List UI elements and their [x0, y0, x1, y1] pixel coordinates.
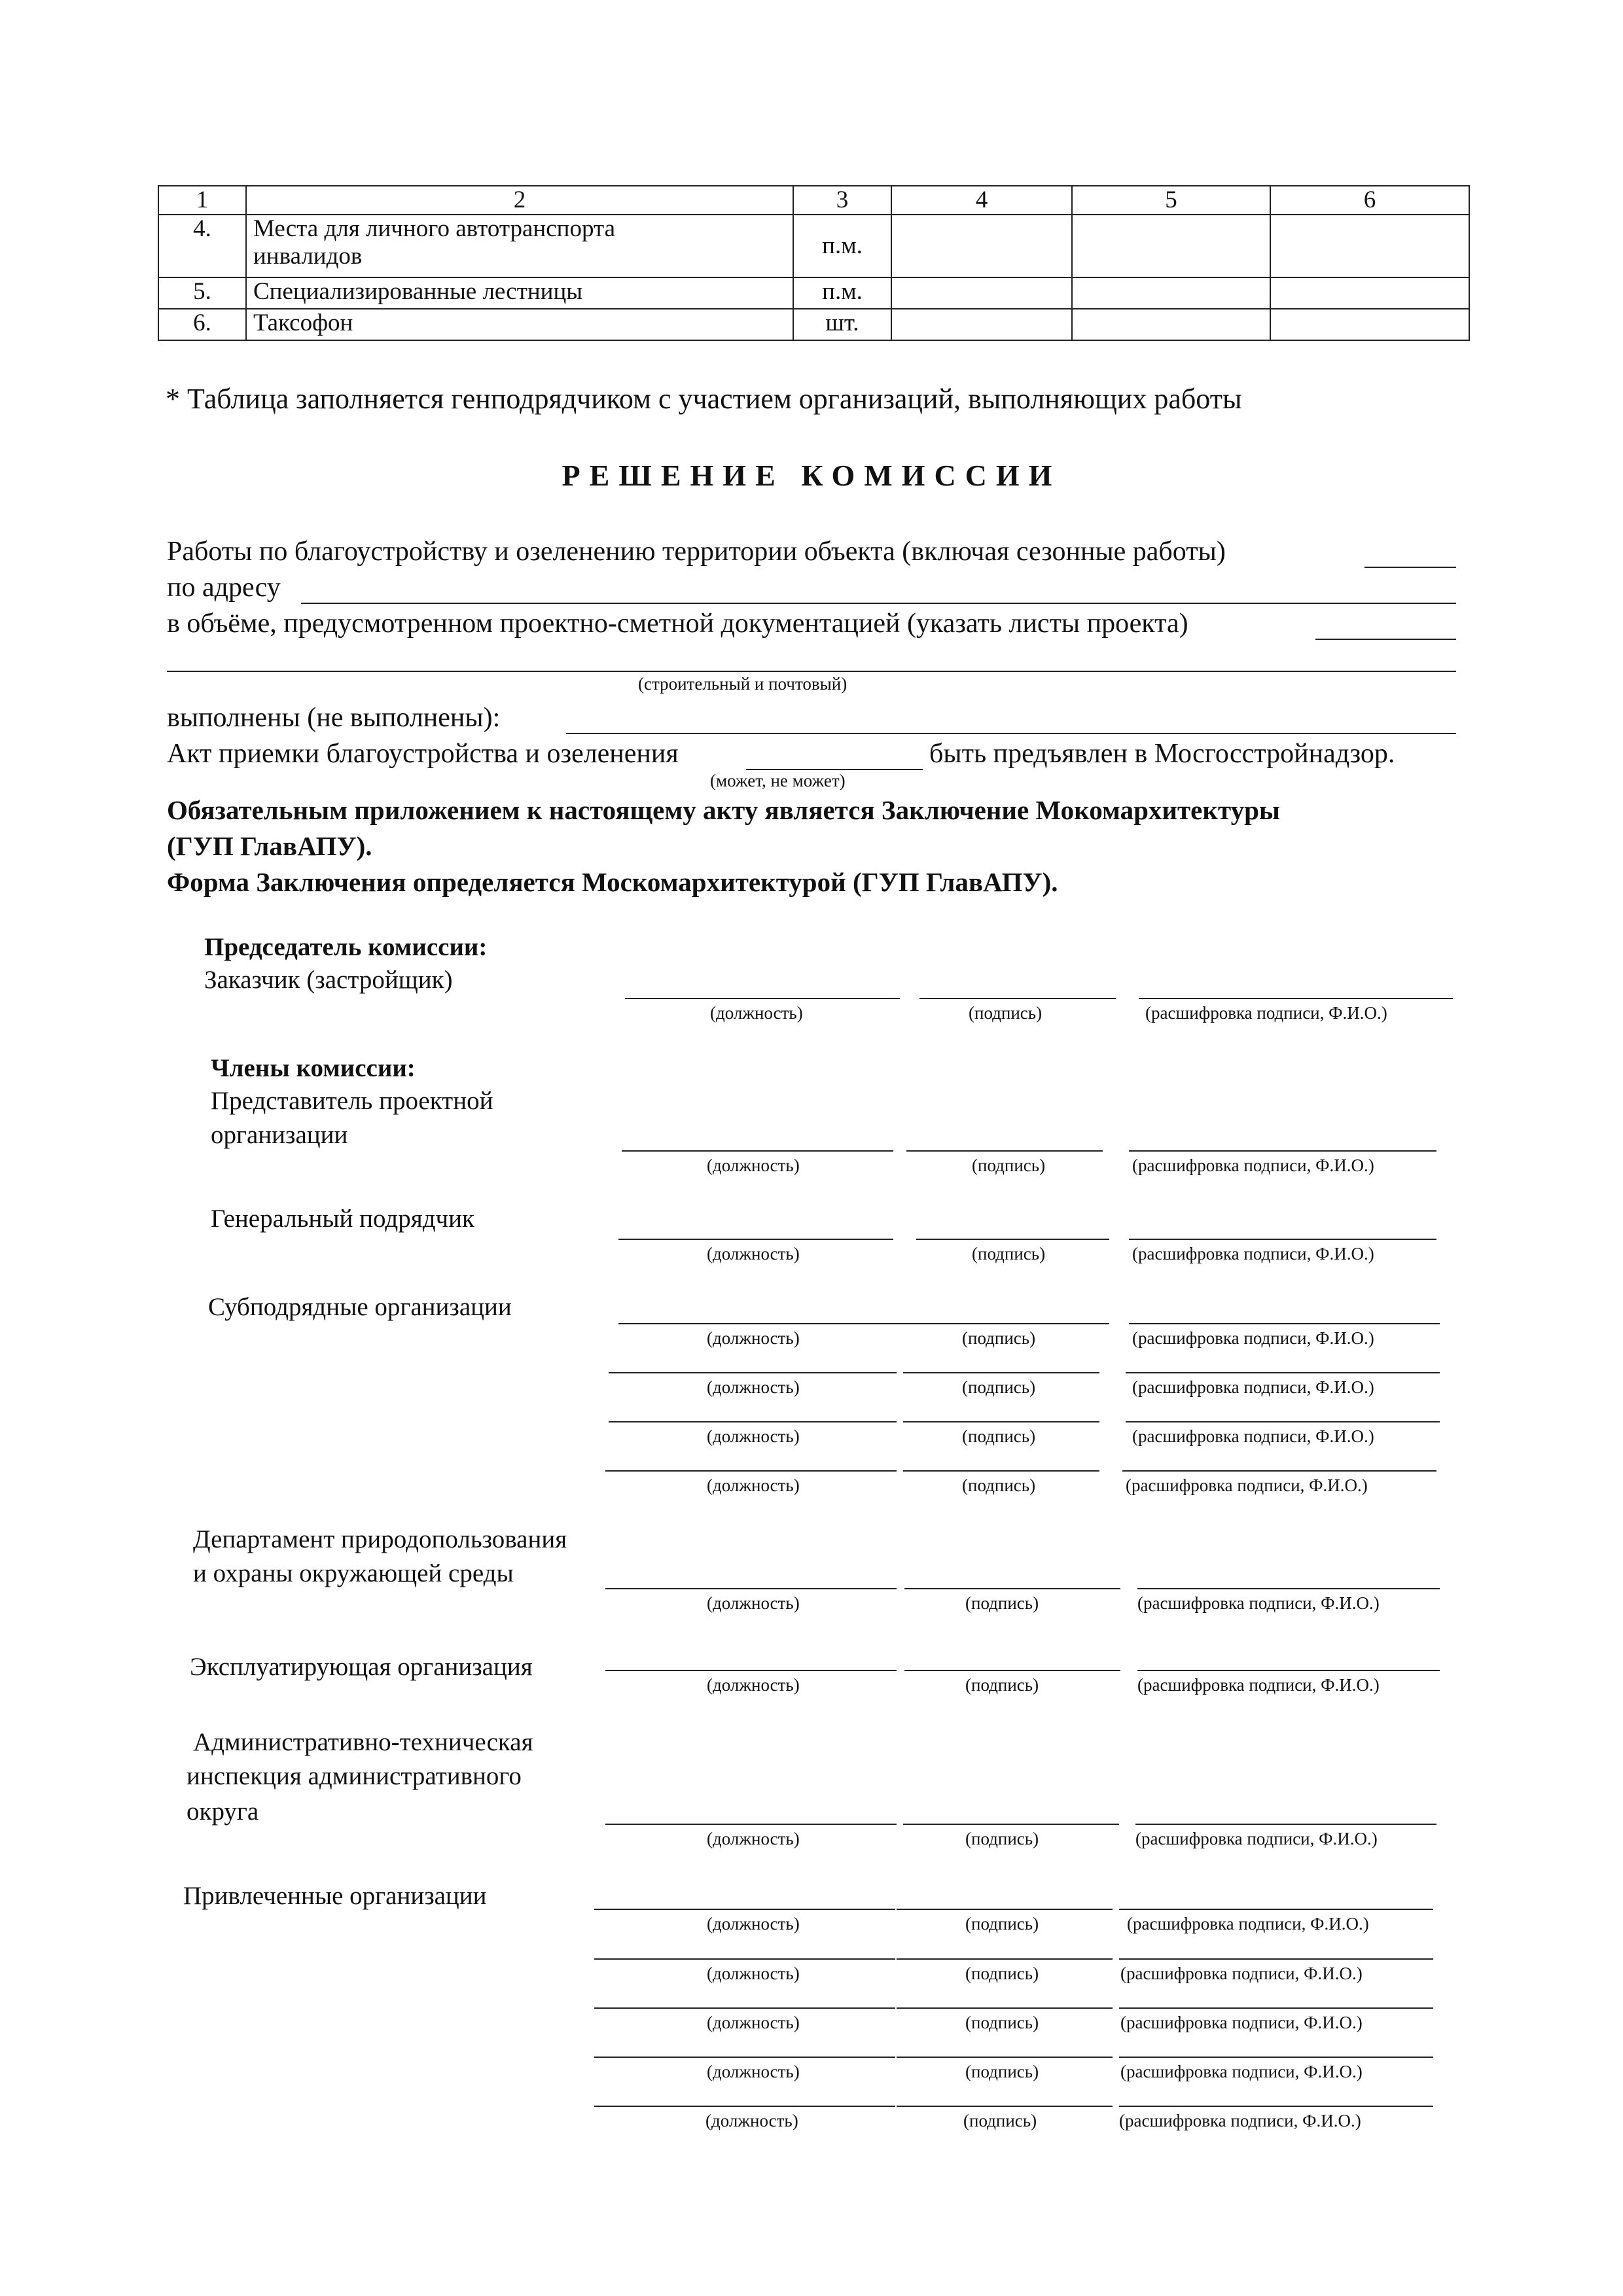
operating-org-label: Эксплуатирующая организация: [190, 1653, 533, 1681]
name-signature-line[interactable]: [1122, 1470, 1436, 1472]
caption-may: (может, не может): [710, 771, 846, 790]
signature-caption: (подпись): [962, 1328, 1036, 1348]
dept-label: и охраны окружающей среды: [193, 1559, 514, 1587]
row-name-line: Места для личного автотранспорта: [253, 215, 615, 242]
row-number: 5.: [158, 277, 246, 309]
signature-line[interactable]: [904, 1670, 1120, 1671]
name-caption: (расшифровка подписи, Ф.И.О.): [1126, 1475, 1368, 1495]
table-note: * Таблица заполняется генподрядчиком с участием организаций, выполняющих работы: [166, 383, 1242, 415]
name-caption: (расшифровка подписи, Ф.И.О.): [1119, 2111, 1361, 2130]
position-caption: (должность): [707, 1426, 800, 1446]
general-contractor-label: Генеральный подрядчик: [211, 1205, 474, 1233]
row-unit: шт.: [793, 309, 891, 340]
name-signature-line[interactable]: [1129, 1323, 1440, 1324]
signature-caption: (подпись): [965, 2062, 1039, 2081]
name-caption: (расшифровка подписи, Ф.И.О.): [1120, 2013, 1363, 2032]
signature-line[interactable]: [897, 2057, 1113, 2058]
row-cell: [1072, 215, 1270, 277]
signature-caption: (подпись): [962, 1377, 1036, 1397]
name-signature-line[interactable]: [1137, 1670, 1440, 1671]
signature-caption: (подпись): [962, 1426, 1036, 1446]
completed-fill-line[interactable]: [566, 733, 1456, 734]
position-signature-line[interactable]: [594, 2007, 895, 2009]
position-caption: (должность): [710, 1003, 803, 1023]
row-cell: [891, 309, 1072, 340]
bold-note-line: Форма Заключения определяется Москомархитектурой (ГУП ГлавАПУ).: [167, 867, 1058, 897]
position-signature-line[interactable]: [605, 1824, 897, 1825]
table-header-cell: 6: [1270, 186, 1469, 215]
name-signature-line[interactable]: [1126, 1372, 1440, 1373]
name-caption: (расшифровка подписи, Ф.И.О.): [1132, 1377, 1374, 1397]
signature-line[interactable]: [903, 1824, 1119, 1825]
position-signature-line[interactable]: [625, 998, 900, 999]
position-caption: (должность): [707, 1475, 800, 1495]
ati-label: инспекция административного: [187, 1762, 522, 1790]
position-caption: (должность): [707, 1964, 800, 1983]
row-name: Таксофон: [246, 309, 793, 340]
address-fill-line[interactable]: [301, 603, 1456, 604]
signature-line[interactable]: [916, 1239, 1109, 1240]
name-caption: (расшифровка подписи, Ф.И.О.): [1137, 1675, 1380, 1695]
chair-role: Заказчик (застройщик): [204, 966, 453, 994]
signature-line[interactable]: [903, 1421, 1099, 1422]
position-caption: (должность): [707, 1593, 800, 1613]
name-signature-line[interactable]: [1119, 2106, 1433, 2107]
signature-line[interactable]: [897, 2007, 1113, 2009]
table-header-cell: 5: [1072, 186, 1270, 215]
signature-caption: (подпись): [969, 1003, 1043, 1023]
position-signature-line[interactable]: [594, 2057, 895, 2058]
design-org-label: организации: [211, 1121, 348, 1149]
decision-line-scope: в объёме, предусмотренном проектно-сметной документацией (указать листы проекта): [167, 609, 1188, 639]
position-caption: (должность): [707, 1675, 800, 1695]
may-fill-line[interactable]: [746, 769, 923, 770]
fill-line: [1364, 567, 1456, 568]
dept-label: Департамент природопользования: [193, 1525, 567, 1553]
table-row: [158, 215, 1469, 277]
members-heading: Члены комиссии:: [211, 1054, 416, 1082]
signature-line[interactable]: [904, 1588, 1120, 1589]
scope-fill-line[interactable]: [1315, 639, 1456, 640]
design-org-label: Представитель проектной: [211, 1087, 493, 1115]
name-signature-line[interactable]: [1129, 1150, 1436, 1152]
position-signature-line[interactable]: [605, 1588, 897, 1589]
name-caption: (расшифровка подписи, Ф.И.О.): [1145, 1003, 1387, 1023]
signature-caption: (подпись): [972, 1156, 1046, 1175]
name-caption: (расшифровка подписи, Ф.И.О.): [1132, 1426, 1374, 1446]
name-signature-line[interactable]: [1119, 1958, 1433, 1960]
fill-line: [167, 671, 1456, 672]
position-caption: (должность): [707, 1328, 800, 1348]
position-signature-line[interactable]: [594, 1958, 895, 1960]
name-signature-line[interactable]: [1119, 2007, 1433, 2009]
row-cell: [1270, 215, 1469, 277]
position-signature-line[interactable]: [618, 1239, 893, 1240]
signature-line[interactable]: [897, 2106, 1113, 2107]
row-name: [246, 215, 793, 277]
table-header-cell: 1: [158, 186, 246, 215]
row-number: 4.: [158, 215, 246, 277]
table-header-cell: 4: [891, 186, 1072, 215]
ati-label: округа: [187, 1797, 259, 1826]
position-caption: (должность): [707, 1156, 800, 1175]
page-title: РЕШЕНИЕ КОМИССИИ: [562, 459, 1061, 492]
row-cell: [891, 215, 1072, 277]
signature-caption: (подпись): [965, 1914, 1039, 1934]
table-header-cell: 2: [246, 186, 793, 215]
signature-line[interactable]: [906, 1323, 1109, 1324]
name-signature-line[interactable]: [1139, 998, 1453, 999]
row-number: 6.: [158, 309, 246, 340]
signature-caption: (подпись): [965, 1964, 1039, 1983]
row-cell: [1270, 277, 1469, 309]
decision-line-address: по адресу: [167, 573, 281, 603]
position-signature-line[interactable]: [622, 1150, 893, 1152]
table-row: [158, 309, 1469, 340]
signature-caption: (подпись): [965, 1593, 1039, 1613]
name-signature-line[interactable]: [1119, 2057, 1433, 2058]
name-signature-line[interactable]: [1137, 1588, 1440, 1589]
name-signature-line[interactable]: [1135, 1824, 1436, 1825]
decision-line-completed: выполнены (не выполнены):: [167, 703, 501, 733]
name-caption: (расшифровка подписи, Ф.И.О.): [1120, 1964, 1363, 1983]
decision-line-act-a: Акт приемки благоустройства и озеленения: [167, 739, 679, 769]
signature-line[interactable]: [897, 1909, 1113, 1910]
subcontractors-label: Субподрядные организации: [208, 1293, 512, 1321]
signature-line[interactable]: [903, 1470, 1099, 1472]
name-caption: (расшифровка подписи, Ф.И.О.): [1132, 1156, 1374, 1175]
row-unit: п.м.: [793, 277, 891, 309]
row-unit: п.м.: [793, 215, 891, 277]
position-signature-line[interactable]: [618, 1323, 906, 1324]
decision-line-act-b: быть предъявлен в Мосгосстройнадзор.: [929, 739, 1395, 769]
name-signature-line[interactable]: [1119, 1909, 1433, 1910]
row-name-line: инвалидов: [253, 243, 363, 270]
name-caption: (расшифровка подписи, Ф.И.О.): [1132, 1244, 1374, 1263]
caption-address: (строительный и почтовый): [638, 674, 847, 694]
position-caption: (должность): [707, 1244, 800, 1263]
position-signature-line[interactable]: [594, 1909, 895, 1910]
signature-caption: (подпись): [972, 1244, 1046, 1263]
name-caption: (расшифровка подписи, Ф.И.О.): [1132, 1328, 1374, 1348]
name-caption: (расшифровка подписи, Ф.И.О.): [1137, 1593, 1380, 1613]
name-signature-line[interactable]: [1126, 1421, 1440, 1422]
table-row: [158, 277, 1469, 309]
chair-heading: Председатель комиссии:: [204, 933, 488, 961]
row-cell: [1072, 277, 1270, 309]
position-signature-line[interactable]: [605, 1470, 897, 1472]
signature-caption: (подпись): [965, 1829, 1039, 1848]
name-caption: (расшифровка подписи, Ф.И.О.): [1135, 1829, 1378, 1848]
position-signature-line[interactable]: [605, 1670, 897, 1671]
row-cell: [891, 277, 1072, 309]
row-cell: [1270, 309, 1469, 340]
involved-label: Привлеченные организации: [183, 1882, 487, 1910]
position-caption: (должность): [707, 1377, 800, 1397]
position-signature-line[interactable]: [609, 1372, 897, 1373]
position-caption: (должность): [707, 2062, 800, 2081]
signature-line[interactable]: [903, 1372, 1099, 1373]
position-caption: (должность): [705, 2111, 798, 2130]
bold-note-line: (ГУП ГлавАПУ).: [167, 831, 372, 861]
table-header-row: [158, 186, 1469, 215]
position-caption: (должность): [707, 1829, 800, 1848]
row-name: Специализированные лестницы: [246, 277, 793, 309]
decision-line-works: Работы по благоустройству и озеленению территории объекта (включая сезонные работы): [167, 537, 1226, 567]
name-caption: (расшифровка подписи, Ф.И.О.): [1120, 2062, 1363, 2081]
bold-note-line: Обязательным приложением к настоящему акту является Заключение Мокомархитектуры: [167, 795, 1280, 825]
signature-caption: (подпись): [965, 1675, 1039, 1695]
name-caption: (расшифровка подписи, Ф.И.О.): [1127, 1914, 1369, 1934]
signature-line[interactable]: [897, 1958, 1113, 1960]
position-signature-line[interactable]: [594, 2106, 895, 2107]
signature-caption: (подпись): [963, 2111, 1037, 2130]
position-signature-line[interactable]: [609, 1421, 897, 1422]
position-caption: (должность): [707, 2013, 800, 2032]
signature-line[interactable]: [919, 998, 1116, 999]
signature-caption: (подпись): [962, 1475, 1036, 1495]
work-table: [158, 185, 1470, 341]
ati-label: Административно-техническая: [193, 1728, 533, 1756]
name-signature-line[interactable]: [1129, 1239, 1436, 1240]
signature-caption: (подпись): [965, 2013, 1039, 2032]
position-caption: (должность): [707, 1914, 800, 1934]
signature-line[interactable]: [906, 1150, 1103, 1152]
table-header-cell: 3: [793, 186, 891, 215]
row-cell: [1072, 309, 1270, 340]
